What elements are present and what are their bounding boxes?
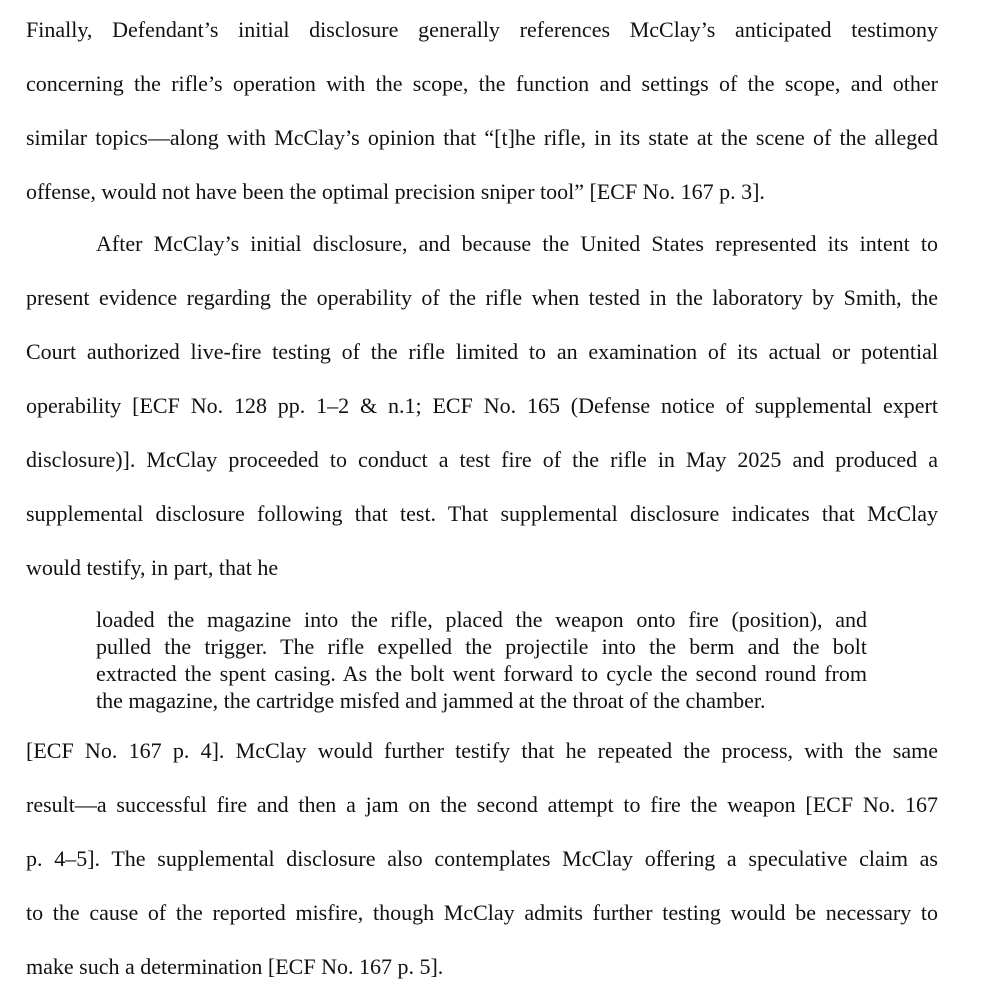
text-line: to the cause of the reported misfire, though McClay admits further testing would be necessary to: [26, 900, 938, 925]
text-line: concerning the rifle’s operation with the scope, the function and settings of the scope, and other: [26, 71, 938, 96]
text-line: similar topics—along with McClay’s opinion that “[t]he rifle, in its state at the scene of the alleged: [26, 125, 938, 150]
text-line: p. 4–5]. The supplemental disclosure also contemplates McClay offering a speculative claim as: [26, 846, 938, 871]
text-line: result—a successful fire and then a jam on the second attempt to fire the weapon [ECF No. 167: [26, 792, 938, 817]
text-line: offense, would not have been the optimal precision sniper tool” [ECF No. 167 p. 3].: [26, 179, 765, 204]
quote-line: loaded the magazine into the rifle, placed the weapon onto fire (position), and: [96, 607, 867, 632]
text-line: present evidence regarding the operability of the rifle when tested in the laboratory by Smith, the: [26, 285, 938, 310]
text-line: Court authorized live-fire testing of the rifle limited to an examination of its actual or potential: [26, 339, 938, 364]
text-line: [ECF No. 167 p. 4]. McClay would further testify that he repeated the process, with the same: [26, 738, 938, 763]
text-line: disclosure)]. McClay proceeded to conduct a test fire of the rifle in May 2025 and produced a: [26, 447, 938, 472]
text-line: supplemental disclosure following that test. That supplemental disclosure indicates that McClay: [26, 501, 938, 526]
paragraph-supplemental-disclosure: [26, 217, 938, 595]
text-line: After McClay’s initial disclosure, and because the United States represented its intent to: [96, 231, 938, 256]
block-quote: [96, 606, 867, 714]
quote-line: the magazine, the cartridge misfed and jammed at the throat of the chamber.: [96, 688, 766, 713]
paragraph-defendant-disclosure: [26, 3, 938, 219]
paragraph-further-testimony: [26, 724, 938, 994]
quote-line: pulled the trigger. The rifle expelled the projectile into the berm and the bolt: [96, 634, 867, 659]
quote-line: extracted the spent casing. As the bolt went forward to cycle the second round from: [96, 661, 867, 686]
text-line: would testify, in part, that he: [26, 555, 279, 580]
text-line: make such a determination [ECF No. 167 p. 5].: [26, 954, 444, 979]
text-line: operability [ECF No. 128 pp. 1–2 & n.1; ECF No. 165 (Defense notice of supplemental expert: [26, 393, 938, 418]
text-line: Finally, Defendant’s initial disclosure generally references McClay’s anticipated testimony: [26, 17, 938, 42]
